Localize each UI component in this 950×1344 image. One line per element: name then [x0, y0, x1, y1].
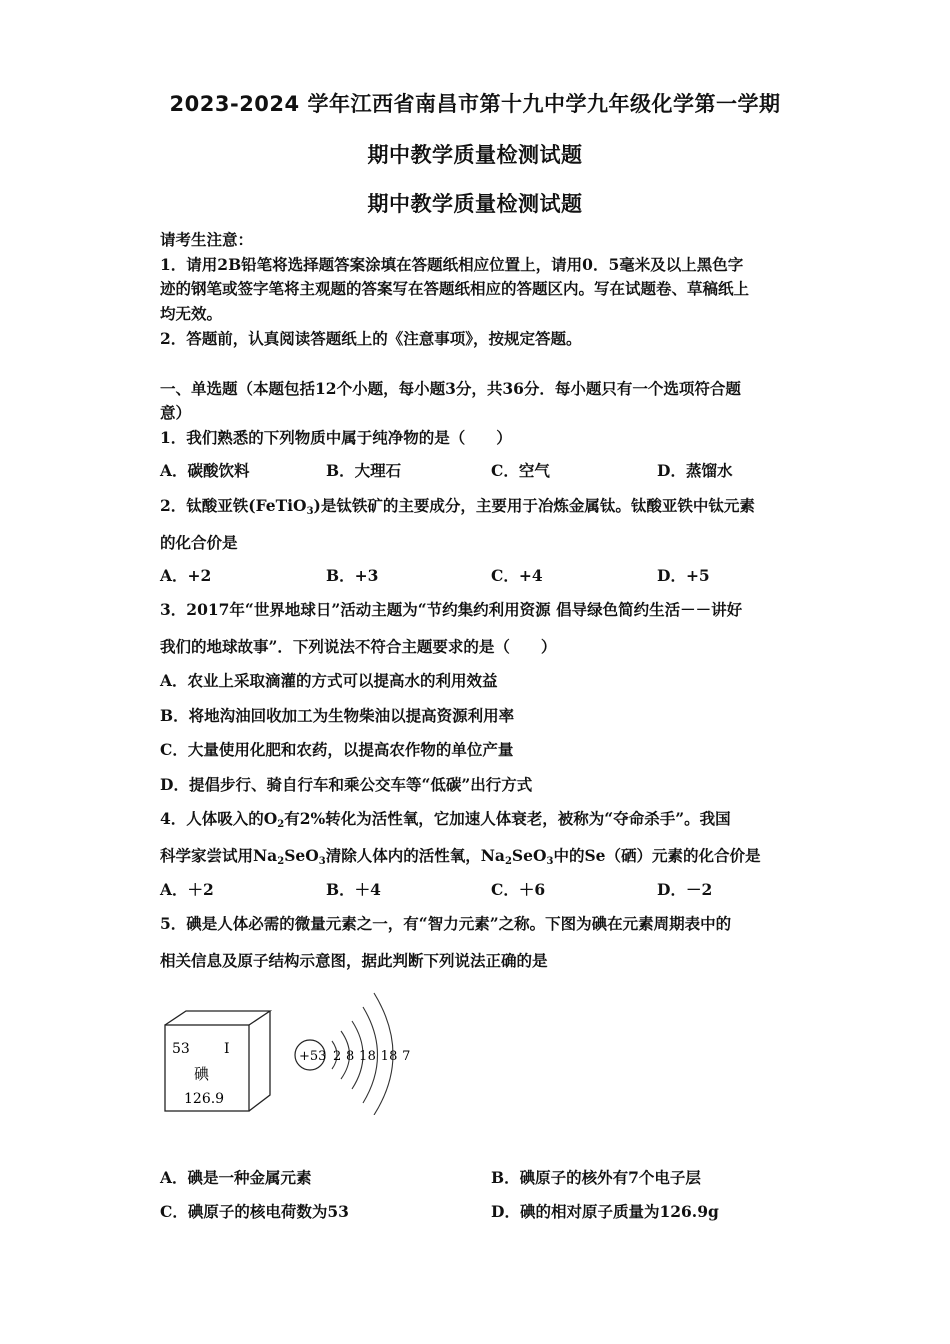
q2-stem-line2: 的化合价是	[160, 533, 238, 552]
q4-l2-b: SeO	[284, 846, 319, 865]
element-number: 53	[172, 1041, 190, 1057]
doc-title-line2: 期中教学质量检测试题	[367, 143, 583, 167]
q4-option-b[interactable]: B．＋4	[326, 880, 381, 899]
q3-option-d[interactable]: D．提倡步行、骑自行车和乘公交车等“低碳”出行方式	[160, 775, 533, 794]
q1-option-c[interactable]: C．空气	[491, 461, 550, 480]
q2-stem-line1	[160, 494, 755, 516]
q3-option-b[interactable]: B．将地沟油回收加工为生物柴油以提高资源利用率	[160, 706, 515, 725]
q3-stem-line2: 我们的地球故事”．下列说法不符合主题要求的是（ ）	[160, 637, 557, 656]
q1-option-b[interactable]: B．大理石	[326, 461, 402, 480]
q4-l1-a: 4．人体吸入的O	[160, 809, 278, 828]
element-name: 碘	[194, 1065, 210, 1083]
q2-option-a[interactable]: A．+2	[160, 566, 212, 585]
q4-l2-e: 中的Se（硒）元素的化合价是	[553, 846, 761, 865]
notice-item2: 2．答题前，认真阅读答题纸上的《注意事项》，按规定答题。	[160, 329, 582, 348]
q4-stem-line1	[160, 807, 731, 829]
q4-option-c[interactable]: C．＋6	[491, 880, 546, 899]
q4-l1-b: 有2%转化为活性氧，它加速人体衰老，被称为“夺命杀手”。我国	[284, 809, 731, 828]
q1-option-d[interactable]: D．蒸馏水	[657, 461, 733, 480]
q4-option-d[interactable]: D．－2	[657, 880, 713, 899]
element-mass: 126.9	[184, 1091, 225, 1107]
q4-stem-line2	[160, 844, 761, 866]
notice-item1-line2: 迹的钢笔或签字笔将主观题的答案写在答题纸相应的答题区内。写在试题卷、草稿纸上	[160, 279, 750, 298]
doc-title-line3: 期中教学质量检测试题	[367, 192, 583, 216]
doc-title-line1: 2023-2024 学年江西省南昌市第十九中学九年级化学第一学期	[169, 92, 781, 116]
q2-option-c[interactable]: C．+4	[491, 566, 543, 585]
element-symbol: I	[224, 1041, 230, 1057]
electron-shell-counts: 2 8 18 18 7	[333, 1049, 411, 1064]
q3-option-c[interactable]: C．大量使用化肥和农药，以提高农作物的单位产量	[160, 740, 514, 759]
q1-stem: 1．我们熟悉的下列物质中属于纯净物的是（ ）	[160, 428, 512, 447]
q5-option-a[interactable]: A．碘是一种金属元素	[160, 1168, 312, 1187]
q4-l1-sub: 2	[277, 819, 285, 830]
q5-option-b[interactable]: B．碘原子的核外有7个电子层	[491, 1168, 701, 1187]
q5-stem-line2: 相关信息及原子结构示意图，据此判断下列说法正确的是	[160, 951, 548, 970]
section-heading-line1: 一、单选题（本题包括12个小题，每小题3分，共36分．每小题只有一个选项符合题	[160, 379, 741, 398]
nucleus-charge: +53	[299, 1049, 327, 1064]
iodine-diagram	[160, 985, 420, 1115]
q3-option-a[interactable]: A．农业上采取滴灌的方式可以提高水的利用效益	[160, 671, 498, 690]
q2-option-d[interactable]: D．+5	[657, 566, 710, 585]
q5-option-c[interactable]: C．碘原子的核电荷数为53	[160, 1202, 349, 1221]
q4-l2-c: 清除人体内的活性氧，Na	[325, 846, 505, 865]
q4-l2-sub3: 2	[504, 856, 512, 867]
q2-stem-pre: 2．钛酸亚铁(FeTiO	[160, 496, 307, 515]
q4-l2-sub1: 2	[277, 856, 285, 867]
notice-heading: 请考生注意：	[160, 230, 254, 249]
q4-l2-d: SeO	[511, 846, 547, 865]
q2-stem-sub: 3	[306, 506, 314, 517]
q4-l2-a: 科学家尝试用Na	[160, 846, 278, 865]
q2-stem-post: )是钛铁矿的主要成分，主要用于冶炼金属钛。钛酸亚铁中钛元素	[313, 496, 755, 515]
section-heading-line2: 意）	[160, 403, 192, 422]
notice-item1-line3: 均无效。	[160, 304, 223, 323]
q5-stem-line1: 5．碘是人体必需的微量元素之一，有“智力元素”之称。下图为碘在元素周期表中的	[160, 914, 732, 933]
q4-l2-sub2: 3	[318, 856, 326, 867]
q3-stem-line1: 3．2017年“世界地球日”活动主题为“节约集约利用资源 倡导绿色简约生活－－讲好	[160, 600, 743, 619]
notice-item1-line1: 1．请用2B铅笔将选择题答案涂填在答题纸相应位置上，请用0．5毫米及以上黑色字	[160, 255, 744, 274]
q2-option-b[interactable]: B．+3	[326, 566, 379, 585]
q5-option-d[interactable]: D．碘的相对原子质量为126.9g	[491, 1202, 719, 1221]
q4-option-a[interactable]: A．＋2	[160, 880, 214, 899]
q4-l2-sub4: 3	[546, 856, 554, 867]
q1-option-a[interactable]: A．碳酸饮料	[160, 461, 250, 480]
